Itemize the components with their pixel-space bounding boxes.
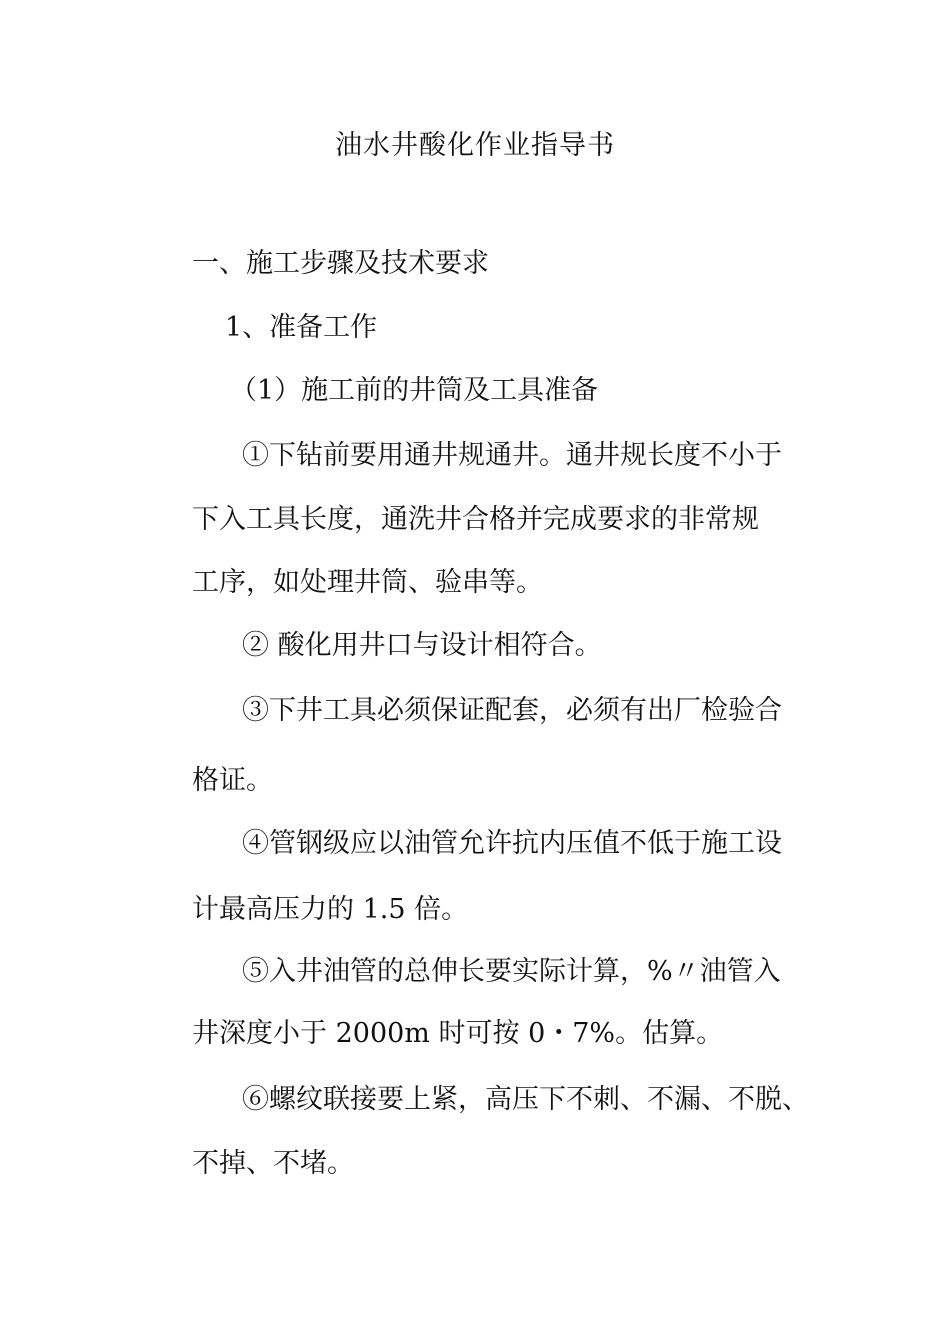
paragraph-line: 格证。 bbox=[192, 765, 273, 796]
paragraph-line: ①下钻前要用通井规通井。通井规长度不小于 bbox=[242, 440, 782, 471]
document-title: 油水井酸化作业指导书 bbox=[335, 130, 615, 161]
paragraph-line: 工序，如处理井筒、验串等。 bbox=[192, 567, 543, 598]
paragraph-line: ⑤入井油管的总伸长要实际计算，%〃油管入 bbox=[242, 956, 781, 987]
paragraph-line: 计最高压力的 1.5 倍。 bbox=[192, 894, 469, 925]
section-heading: 一、施工步骤及技术要求 bbox=[192, 248, 489, 279]
paragraph-line: ④管钢级应以油管允许抗内压值不低于施工设 bbox=[242, 828, 782, 859]
paragraph-line: ② 酸化用井口与设计相符合。 bbox=[242, 630, 602, 661]
subsection-heading: 1、准备工作 bbox=[225, 312, 378, 343]
paragraph-line: 井深度小于 2000m 时可按 0・7%。估算。 bbox=[192, 1018, 724, 1049]
paragraph-line: 下入工具长度，通洗井合格并完成要求的非常规 bbox=[192, 504, 759, 535]
item-heading: （1）施工前的井筒及工具准备 bbox=[230, 375, 599, 406]
paragraph-line: ③下井工具必须保证配套，必须有出厂检验合 bbox=[242, 695, 782, 726]
paragraph-line: ⑥螺纹联接要上紧，高压下不刺、不漏、不脱、 bbox=[242, 1084, 809, 1115]
paragraph-line: 不掉、不堵。 bbox=[192, 1148, 354, 1179]
